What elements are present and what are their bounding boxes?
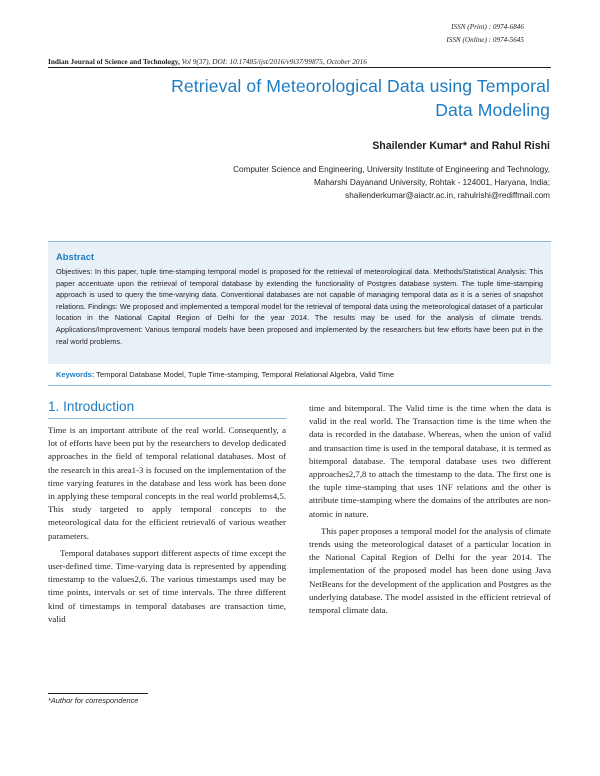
intro-paragraph-1: Time is an important attribute of the real world. Consequently, a lot of efforts have been put by the researchers to develop dedicated approaches in the field of temporal relational databases. Most of the research in this area1-3 is focused on the implementation of the time varying features in the database and less work has been done in applying these temporal concepts in the real world problems4,5. This study targeted to apply temporal concepts to the meteorological data for the efficient retrieval6 of various weather parameters.	[48, 425, 286, 541]
author-emails: shailenderkumar@aiactr.ac.in, rahulrishi@rediffmail.com	[345, 191, 550, 200]
journal-details: Vol 9(37), DOI: 10.17485/ijst/2016/v9i37/99875, October 2016	[181, 57, 367, 66]
affiliation-line2: Maharshi Dayanand University, Rohtak - 124001, Haryana, India;	[313, 178, 550, 187]
keywords-label: Keywords:	[56, 370, 95, 379]
section-heading-introduction: 1. Introduction	[48, 399, 135, 414]
right-column	[309, 402, 551, 617]
journal-citation	[48, 57, 367, 66]
abstract-heading: Abstract	[56, 251, 95, 262]
issn-print: ISSN (Print) : 0974-6846	[451, 23, 524, 31]
abstract-text: Objectives: In this paper, tuple time-stamping temporal model is proposed for the retrieval of meteorological data. Methods/Statistical Analysis: This paper accentuate upon the retrieval of temporal database by extending the functionality of Postgres database system. The tuple time-stamping approach is used to query the time-varying data. Conventional databases are not capable of managing temporal data as it is a series of snapshot relations. Findings: We proposed and implemented a temporal model for the retrieval of temporal data using the meteorological dataset of a particular location in the National Capital Region of Delhi for the year 2014. The results may be used for the analysis of climate trends. Applications/Improvement: Various temporal models have been proposed and implemented by the researchers but few efforts have been put in the real world problems.	[56, 267, 543, 346]
footnote: *Author for correspondence	[48, 696, 139, 705]
issn-online: ISSN (Online) : 0974-5645	[446, 36, 524, 44]
header-divider	[48, 67, 551, 68]
left-column	[48, 424, 286, 626]
intro-paragraph-3: time and bitemporal. The Valid time is the time when the data is valid in the real world. The Transaction time is the time when the data is recorded in the database. Whereas, when the union of valid and transaction time is used in the temporal database, it is termed as bitemporal database. The temporal database uses two different approaches2,7,8 to attach the timestamp to the data. The first one is the tuple time-stamping that uses 1NF relations and the other is attribute time-stamping where the domains of the attributes are non-atomic in nature.	[309, 403, 551, 519]
authors: Shailender Kumar* and Rahul Rishi	[372, 140, 550, 152]
affiliation-line1: Computer Science and Engineering, University Institute of Engineering and Technology,	[233, 165, 550, 174]
footnote-divider	[48, 693, 148, 694]
journal-name: Indian Journal of Science and Technology,	[48, 57, 180, 66]
section-divider	[48, 418, 286, 419]
intro-paragraph-4: This paper proposes a temporal model for the analysis of climate trends using the meteorological dataset of a particular location in the National Capital Region of Delhi for the year 2014. The implementation of the proposed model has been done using Java NetBeans for the development of the application and Postgres as the underlying database. The model assisted in the efficient retrieval of temporal climate data.	[309, 525, 551, 616]
keywords-text: Temporal Database Model, Tuple Time-stamping, Temporal Relational Algebra, Valid Time	[96, 370, 395, 379]
intro-paragraph-2: Temporal databases support different aspects of time except the user-defined time. Time-varying data is represented by appending timestamp to the values2,6. The various timestamps used may be time points, intervals or set of time intervals. The three different kind of timestamps in temporal databases are transaction time, valid	[48, 547, 286, 624]
paper-title	[60, 74, 550, 122]
keywords	[56, 370, 546, 380]
keywords-divider	[48, 385, 551, 386]
paper-title-line1: Retrieval of Meteorological Data using Temporal	[171, 76, 550, 96]
affiliation	[130, 163, 550, 202]
paper-title-line2: Data Modeling	[435, 100, 550, 120]
